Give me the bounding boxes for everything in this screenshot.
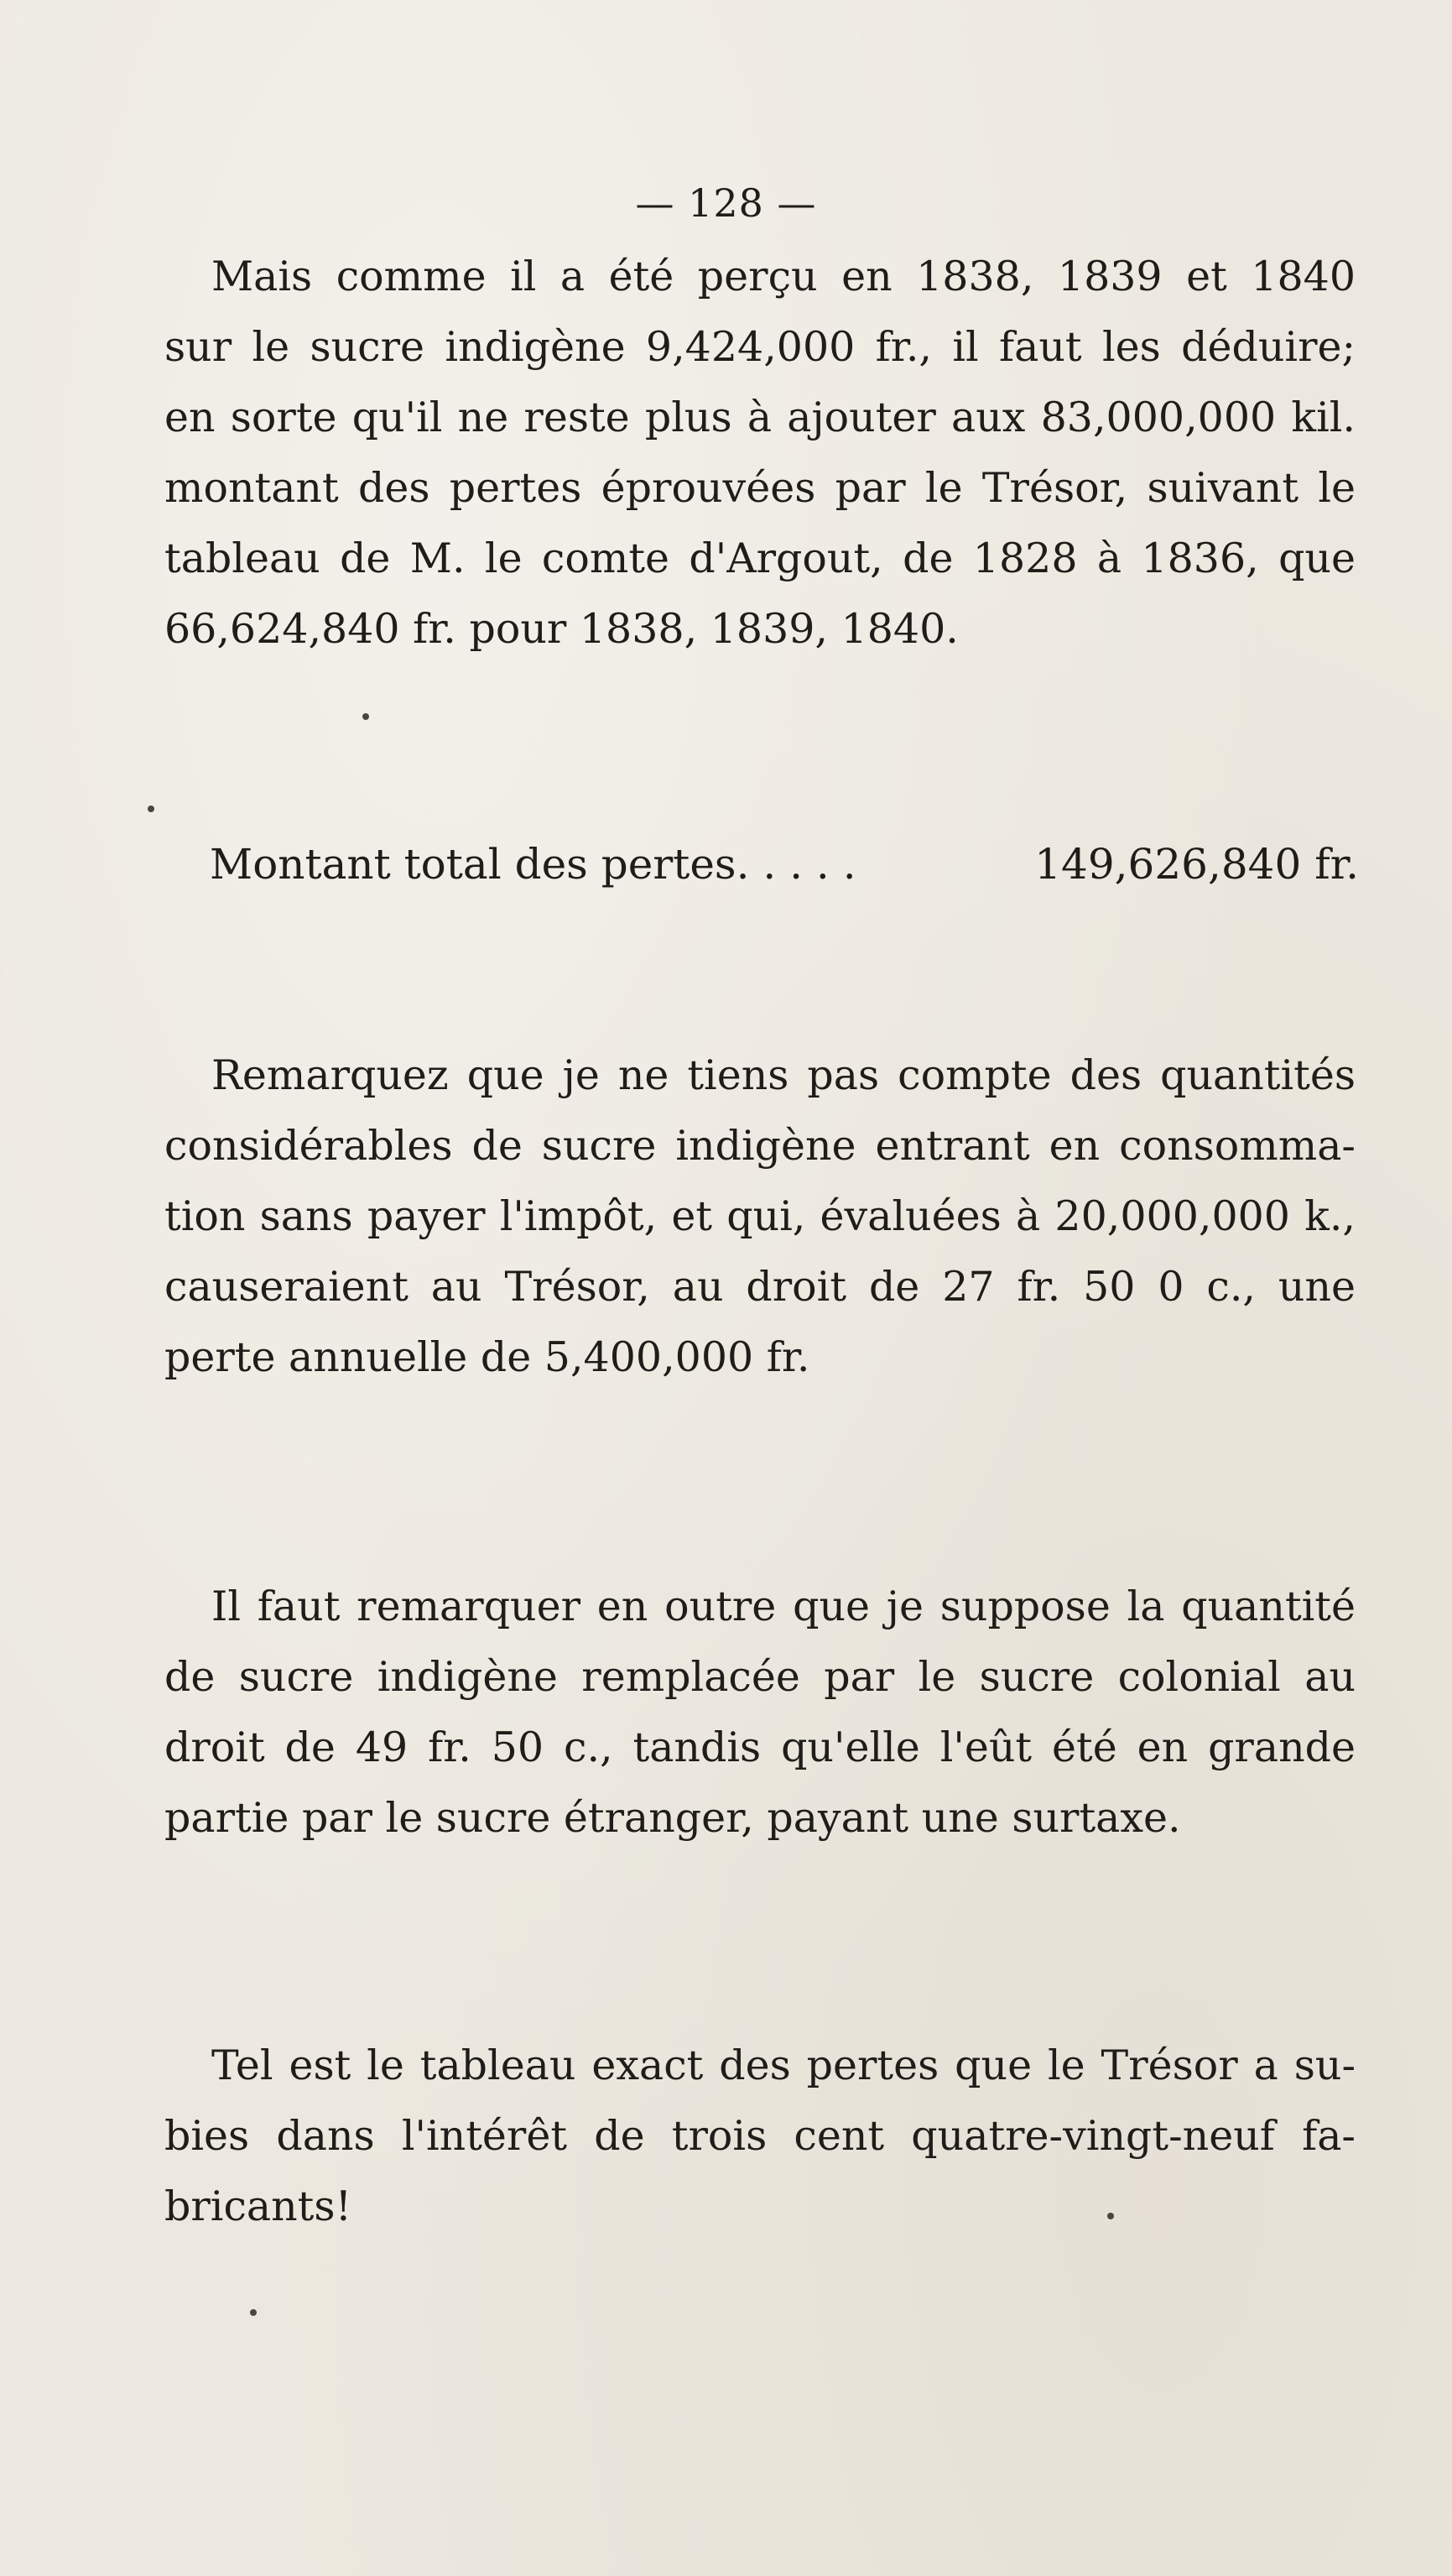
text-line: droit de 49 fr. 50 c., tandis qu'elle l'eût été en grande [164,1723,1356,1771]
text-line: de sucre indigène remplacée par le sucre colonial au [164,1653,1356,1701]
text-line: causeraient au Trésor, au droit de 27 fr. 50 0 c., une [164,1263,1356,1311]
paragraph-sugar-losses [164,242,1356,665]
ink-speck [148,806,154,812]
paragraph-conclusion [164,2031,1356,2242]
text-line: Tel est le tableau exact des pertes que le Trésor a su- [211,2042,1356,2089]
text-line: montant des pertes éprouvées par le Trésor, suivant le [164,464,1356,512]
paragraph-untaxed-sugar [164,1040,1356,1393]
paragraph-foreign-sugar [164,1572,1356,1854]
text-line: perte annuelle de 5,400,000 fr. [164,1333,810,1381]
total-losses-value: 149,626,840 fr. [1034,840,1359,889]
ink-speck [250,2309,257,2316]
text-line: en sorte qu'il ne reste plus à ajouter aux 83,000,000 kil. [164,394,1356,441]
text-line: tion sans payer l'impôt, et qui, évaluées à 20,000,000 k., [164,1192,1356,1240]
text-line: Il faut remarquer en outre que je suppose la quantité [211,1583,1356,1630]
text-line: Remarquez que je ne tiens pas compte des quantités [211,1051,1356,1099]
total-losses-label: Montant total des pertes. . . . . [210,840,856,889]
ink-speck [1107,2213,1114,2219]
text-line: bricants! [164,2182,352,2230]
text-line: considérables de sucre indigène entrant en consomma- [164,1122,1356,1170]
ink-speck [362,713,369,720]
text-line: tableau de M. le comte d'Argout, de 1828 à 1836, que [164,534,1356,582]
text-line: 66,624,840 fr. pour 1838, 1839, 1840. [164,605,959,653]
text-line: bies dans l'intérêt de trois cent quatre-vingt-neuf fa- [164,2112,1356,2160]
text-line: sur le sucre indigène 9,424,000 fr., il faut les déduire; [164,323,1356,371]
page-number: — 128 — [635,180,817,226]
text-line: partie par le sucre étranger, payant une surtaxe. [164,1794,1181,1842]
total-losses-row [210,831,1359,898]
text-line: Mais comme il a été perçu en 1838, 1839 et 1840 [211,253,1356,300]
